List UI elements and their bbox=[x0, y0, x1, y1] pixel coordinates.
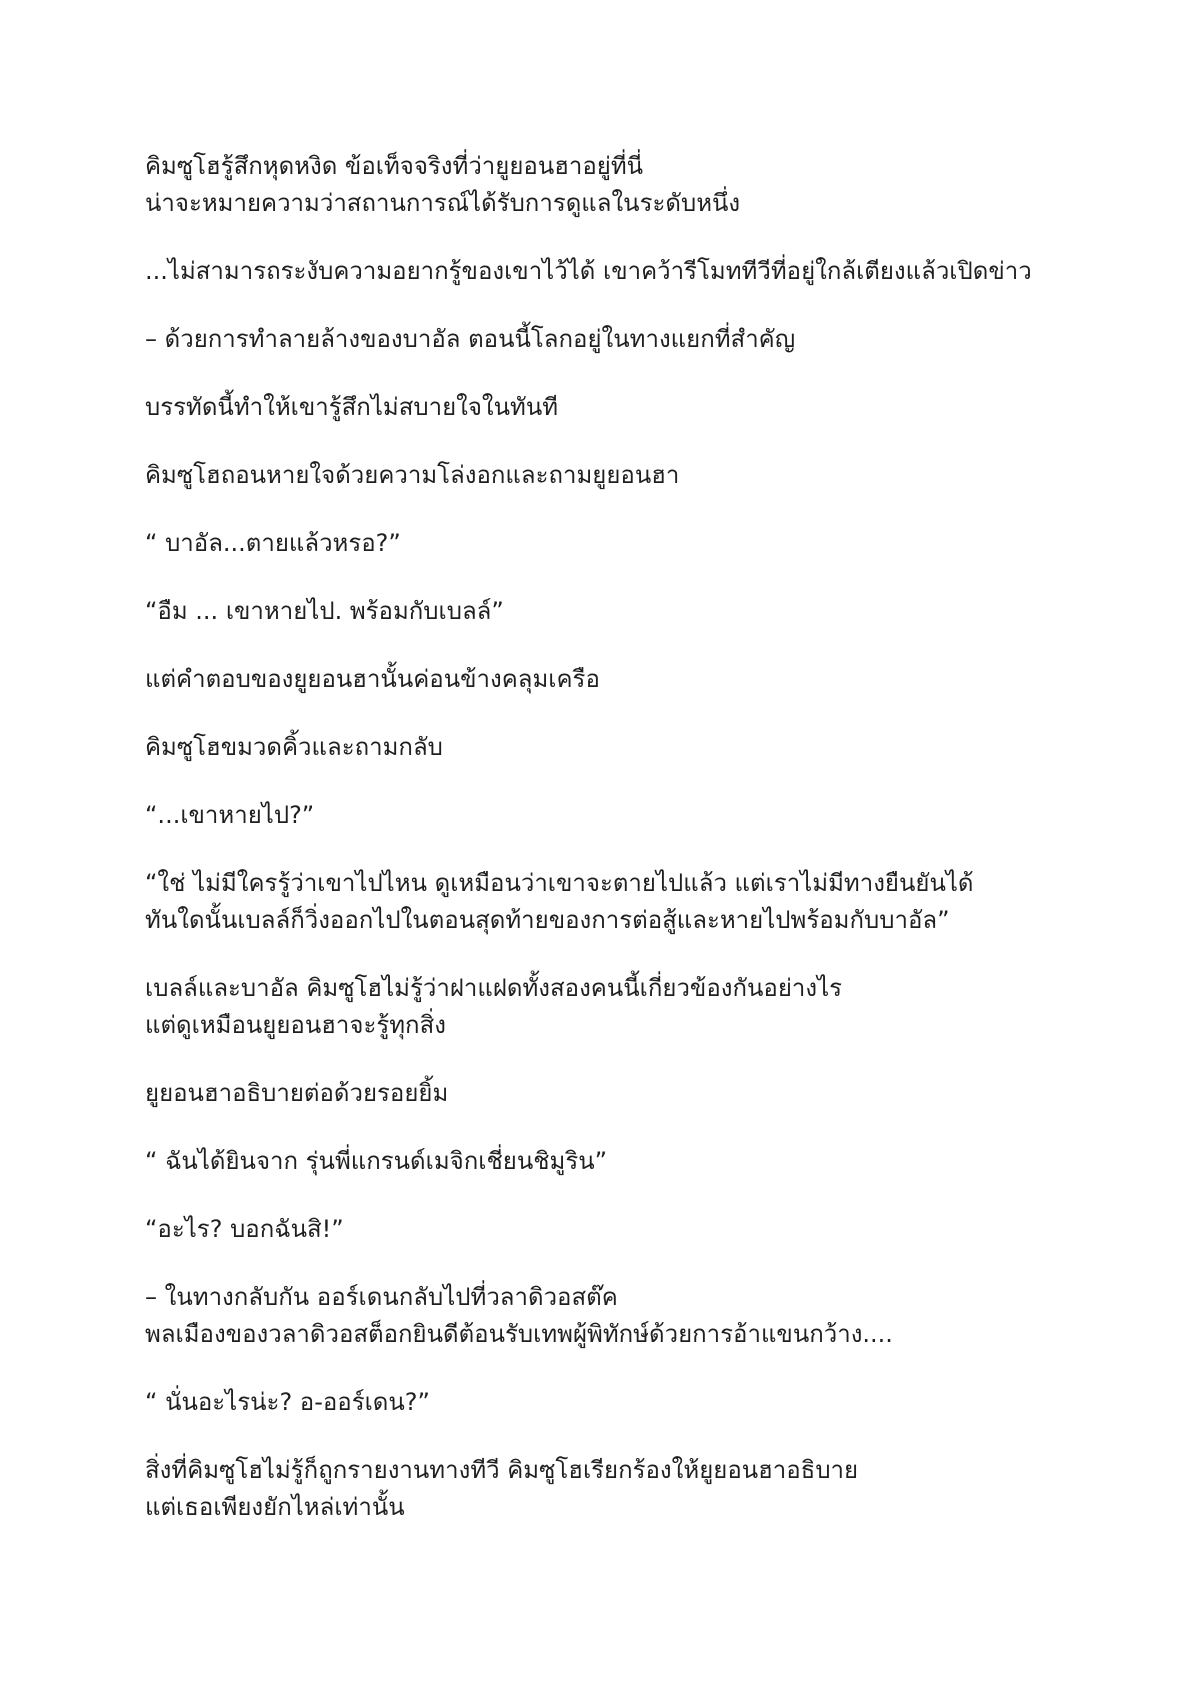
paragraph-2 bbox=[145, 253, 1065, 290]
text-line: คิมซูโฮรู้สึกหุดหงิด ข้อเท็จจริงที่ว่ายูยอนฮาอยู่ที่นี่ bbox=[145, 152, 644, 180]
text-line: สิ่งที่คิมซูโฮไม่รู้ก็ถูกรายงานทางทีวี คิมซูโฮเรียกร้องให้ยูยอนฮาอธิบาย bbox=[145, 1456, 859, 1484]
paragraph-17 bbox=[145, 1384, 1065, 1421]
dialogue-line: “อืม ... เขาหายไป. พร้อมกับเบลล์” bbox=[145, 597, 504, 625]
dialogue-line: “ บาอัล...ตายแล้วหรอ?” bbox=[145, 529, 401, 557]
paragraph-9 bbox=[145, 729, 1065, 766]
dialogue-line: ทันใดนั้นเบลล์ก็วิ่งออกไปในตอนสุดท้ายของการต่อสู้และหายไปพร้อมกับบาอัล” bbox=[145, 906, 950, 934]
paragraph-3 bbox=[145, 321, 1065, 358]
paragraph-14 bbox=[145, 1143, 1065, 1180]
text-line: ยูยอนฮาอธิบายต่อด้วยรอยยิ้ม bbox=[145, 1079, 449, 1107]
paragraph-15 bbox=[145, 1211, 1065, 1248]
paragraph-5 bbox=[145, 457, 1065, 494]
text-line: เบลล์และบาอัล คิมซูโฮไม่รู้ว่าฝาแฝดทั้งสองคนนี้เกี่ยวข้องกันอย่างไร bbox=[145, 974, 843, 1002]
document-body bbox=[145, 148, 1065, 1557]
text-line: ...ไม่สามารถระงับความอยากรู้ของเขาไว้ได้ เขาคว้ารีโมททีวีที่อยู่ใกล้เตียงแล้วเปิดข่าว bbox=[145, 257, 1032, 285]
text-line: คิมซูโฮถอนหายใจด้วยความโล่งอกและถามยูยอนฮา bbox=[145, 461, 680, 489]
text-line: – ด้วยการทำลายล้างของบาอัล ตอนนี้โลกอยู่ในทางแยกที่สำคัญ bbox=[145, 325, 796, 353]
paragraph-1 bbox=[145, 148, 1065, 222]
paragraph-13 bbox=[145, 1075, 1065, 1112]
paragraph-7 bbox=[145, 593, 1065, 630]
dialogue-line: “ใช่ ไม่มีใครรู้ว่าเขาไปไหน ดูเหมือนว่าเขาจะตายไปแล้ว แต่เราไม่มีทางยืนยันได้ bbox=[145, 869, 974, 897]
text-line: คิมซูโฮขมวดคิ้วและถามกลับ bbox=[145, 733, 443, 761]
text-line: แต่คำตอบของยูยอนฮานั้นค่อนข้างคลุมเครือ bbox=[145, 665, 600, 693]
text-line: บรรทัดนี้ทำให้เขารู้สึกไม่สบายใจในทันที bbox=[145, 393, 559, 421]
paragraph-12 bbox=[145, 970, 1065, 1044]
dialogue-line: “อะไร? บอกฉันสิ!” bbox=[145, 1215, 344, 1243]
text-line: แต่เธอเพียงยักไหล่เท่านั้น bbox=[145, 1493, 405, 1521]
paragraph-18 bbox=[145, 1452, 1065, 1526]
paragraph-6 bbox=[145, 525, 1065, 562]
paragraph-10 bbox=[145, 797, 1065, 834]
dialogue-line: “ นั่นอะไรน่ะ? อ-ออร์เดน?” bbox=[145, 1388, 430, 1416]
dialogue-line: “...เขาหายไป?” bbox=[145, 801, 315, 829]
paragraph-11 bbox=[145, 865, 1065, 939]
paragraph-16 bbox=[145, 1279, 1065, 1353]
dialogue-line: “ ฉันได้ยินจาก รุ่นพี่แกรนด์เมจิกเชี่ยนชิมูริน” bbox=[145, 1147, 608, 1175]
text-line: พลเมืองของวลาดิวอสต็อกยินดีต้อนรับเทพผู้พิทักษ์ด้วยการอ้าแขนกว้าง.... bbox=[145, 1320, 893, 1348]
paragraph-4 bbox=[145, 389, 1065, 426]
text-line: แต่ดูเหมือนยูยอนฮาจะรู้ทุกสิ่ง bbox=[145, 1011, 446, 1039]
paragraph-8 bbox=[145, 661, 1065, 698]
text-line: – ในทางกลับกัน ออร์เดนกลับไปที่วลาดิวอสต๊ค bbox=[145, 1283, 618, 1311]
text-line: น่าจะหมายความว่าสถานการณ์ได้รับการดูแลในระดับหนึ่ง bbox=[145, 189, 741, 217]
